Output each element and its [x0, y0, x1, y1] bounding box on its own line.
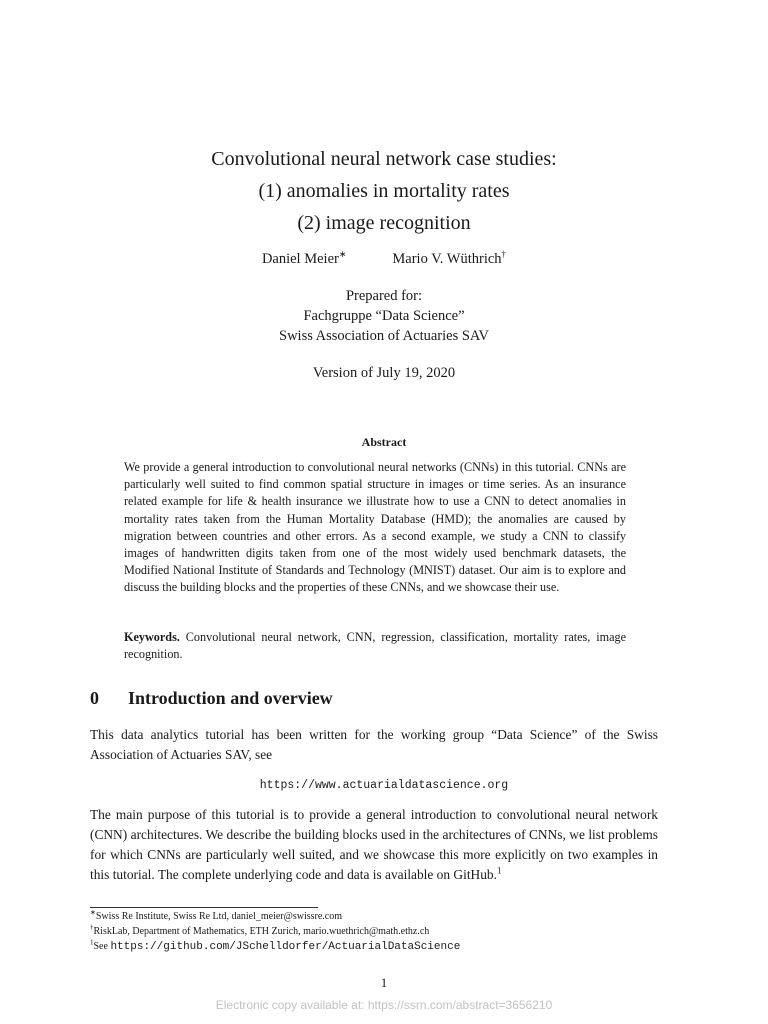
section-number: 0: [90, 688, 99, 708]
footnote-mark: 1: [90, 938, 94, 947]
footnote-3: [90, 939, 670, 955]
keywords-text: Convolutional neural network, CNN, regression, classification, mortality rates, image recognition.: [124, 630, 627, 662]
page-number: 1: [380, 975, 388, 990]
prepared-line-1: Prepared for:: [345, 288, 423, 304]
section-title: Introduction and overview: [128, 688, 333, 708]
intro-paragraph-2-text: The main purpose of this tutorial is to provide a general introduction to convolutional neural network (CNN) architectures. We describe the building blocks used in the architectures of CNNs, we list problems for which CNNs are particularly well suited, and we showcase this more explicitly on two examples in this tutorial. The complete underlying code and data is available on GitHub.: [90, 807, 658, 882]
abstract-body: We provide a general introduction to convolutional neural networks (CNNs) in this tutorial. CNNs are particularly well suited to find common spatial structure in images or time series. As an insurance related example for life & health insurance we illustrate how to use a CNN to detect anomalies in mortality rates taken from the Human Mortality Database (HMD); the anomalies are caused by migration between countries and other errors. As a second example, we study a CNN to classify images of handwritten digits taken from one of the most widely used benchmark datasets, the Modified National Institute of Standards and Technology (MNIST) dataset. Our aim is to explore and discuss the building blocks and the properties of these CNNs, and we showcase their use.: [124, 460, 626, 595]
footnote-mark: †: [90, 923, 94, 932]
footnote-1: [90, 909, 670, 924]
abstract-heading: Abstract: [361, 435, 407, 449]
footnote-text: Swiss Re Institute, Swiss Re Ltd, daniel_meier@swissre.com: [95, 911, 343, 922]
prepared-line-3: Swiss Association of Actuaries SAV: [279, 328, 489, 344]
author-name: Daniel Meier: [261, 251, 339, 267]
author-name: Mario V. Wüthrich: [392, 251, 502, 267]
version-date: Version of July 19, 2020: [312, 365, 456, 381]
footnote-2: [90, 924, 670, 939]
author-2: [392, 251, 506, 268]
prepared-for: [0, 286, 768, 346]
author-1: [262, 251, 346, 268]
footnote-prefix: See: [93, 941, 108, 952]
footnote-rule: [90, 907, 318, 908]
footnote-ref-1[interactable]: 1: [496, 865, 502, 876]
title-line-1: Convolutional neural network case studies:: [211, 148, 557, 170]
footnote-text: RiskLab, Department of Mathematics, ETH Zurich, mario.wuethrich@math.ethz.ch: [93, 926, 430, 937]
website-url[interactable]: https://www.actuarialdatascience.org: [259, 779, 509, 792]
section-heading: [90, 688, 333, 709]
keywords-label: Keywords.: [124, 630, 180, 644]
intro-paragraph-2: [90, 805, 658, 885]
author-mark: †: [501, 249, 507, 260]
footnote-mark: ∗: [90, 908, 96, 917]
keywords: [124, 629, 626, 663]
author-mark: ∗: [338, 249, 347, 260]
footnotes: [90, 909, 670, 955]
prepared-line-2: Fachgruppe “Data Science”: [303, 308, 465, 324]
github-link[interactable]: https://github.com/JSchelldorfer/ActuarialDataScience: [110, 941, 461, 953]
ssrn-watermark: Electronic copy available at: https://ssrn.com/abstract=3656210: [215, 998, 553, 1012]
intro-paragraph-1: This data analytics tutorial has been written for the working group “Data Science” of the Swiss Association of Actuaries SAV, see: [90, 727, 658, 762]
paper-title: [0, 143, 768, 239]
title-line-3: (2) image recognition: [297, 212, 471, 234]
title-line-2: (1) anomalies in mortality rates: [258, 180, 510, 202]
author-list: [0, 251, 768, 268]
